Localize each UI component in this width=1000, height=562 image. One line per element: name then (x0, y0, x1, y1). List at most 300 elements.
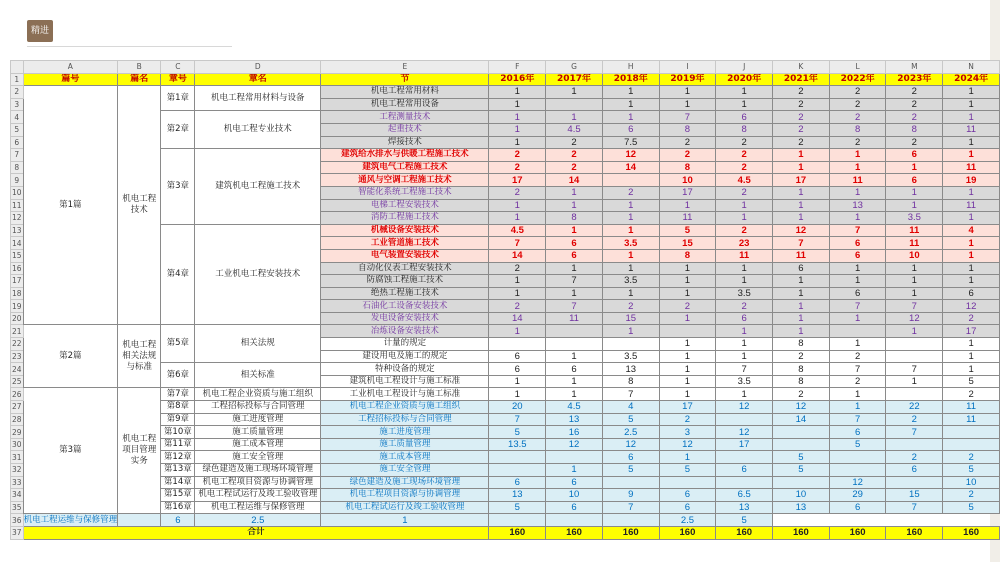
row-number[interactable]: 28 (12, 414, 22, 424)
score-cell[interactable]: 7 (773, 237, 830, 250)
chapter-number-cell[interactable]: 第5章 (161, 325, 195, 363)
section-name-cell[interactable]: 石油化工设备安装技术 (321, 300, 489, 313)
score-cell[interactable]: 12 (659, 438, 716, 451)
score-cell[interactable]: 1 (546, 287, 603, 300)
score-cell[interactable]: 1 (886, 262, 943, 275)
score-cell[interactable] (546, 451, 603, 464)
section-name-cell[interactable]: 施工安全管理 (321, 464, 489, 477)
score-cell[interactable]: 1 (716, 262, 773, 275)
chapter-number-cell[interactable]: 第9章 (161, 413, 195, 426)
score-cell[interactable]: 2 (489, 161, 546, 174)
score-cell[interactable]: 6 (546, 476, 603, 489)
score-cell[interactable]: 7 (829, 300, 886, 313)
score-cell[interactable]: 15 (886, 489, 943, 502)
score-cell[interactable]: 1 (829, 161, 886, 174)
score-cell[interactable]: 3.5 (886, 212, 943, 225)
score-cell[interactable]: 1 (659, 86, 716, 99)
score-cell[interactable]: 2.5 (195, 514, 321, 527)
score-cell[interactable]: 2 (829, 136, 886, 149)
score-cell[interactable] (943, 438, 1000, 451)
score-cell[interactable]: 5 (659, 464, 716, 477)
score-cell[interactable]: 2 (489, 149, 546, 162)
score-cell[interactable] (489, 451, 546, 464)
score-cell[interactable]: 1 (773, 325, 830, 338)
score-cell[interactable]: 1 (716, 325, 773, 338)
score-cell[interactable]: 1 (773, 199, 830, 212)
score-cell[interactable]: 6 (602, 451, 659, 464)
score-cell[interactable]: 1 (829, 149, 886, 162)
score-cell[interactable] (886, 338, 943, 351)
score-cell[interactable]: 1 (546, 464, 603, 477)
column-letter[interactable]: N (943, 61, 1000, 74)
score-cell[interactable]: 1 (489, 199, 546, 212)
chapter-name-cell[interactable]: 建筑机电工程施工技术 (195, 149, 321, 225)
score-cell[interactable]: 12 (602, 149, 659, 162)
section-name-cell[interactable]: 特种设备的规定 (321, 363, 489, 376)
score-cell[interactable]: 11 (546, 312, 603, 325)
score-cell[interactable] (886, 388, 943, 401)
score-cell[interactable]: 5 (773, 451, 830, 464)
chapter-number-cell[interactable]: 第12章 (161, 451, 195, 464)
row-number[interactable]: 6 (11, 136, 24, 149)
score-cell[interactable]: 13 (546, 413, 603, 426)
score-cell[interactable]: 1 (829, 186, 886, 199)
total-cell[interactable]: 160 (886, 526, 943, 539)
score-cell[interactable]: 12 (602, 438, 659, 451)
score-cell[interactable]: 14 (602, 161, 659, 174)
score-cell[interactable]: 7 (829, 224, 886, 237)
score-cell[interactable]: 17 (943, 325, 1000, 338)
row-number[interactable]: 34 (12, 490, 22, 500)
score-cell[interactable]: 6 (489, 476, 546, 489)
score-cell[interactable]: 1 (602, 287, 659, 300)
row-number[interactable]: 2 (11, 86, 24, 99)
score-cell[interactable]: 1 (829, 275, 886, 288)
score-cell[interactable]: 2.5 (602, 426, 659, 439)
section-name-cell[interactable]: 电梯工程安装技术 (321, 199, 489, 212)
score-cell[interactable]: 11 (943, 123, 1000, 136)
score-cell[interactable]: 2 (489, 300, 546, 313)
section-name-cell[interactable]: 工业管道施工技术 (321, 237, 489, 250)
score-cell[interactable]: 1 (659, 388, 716, 401)
score-cell[interactable]: 8 (659, 249, 716, 262)
score-cell[interactable]: 2 (773, 136, 830, 149)
column-header[interactable]: 2021年 (773, 73, 830, 86)
score-cell[interactable]: 7 (602, 388, 659, 401)
score-cell[interactable]: 11 (943, 413, 1000, 426)
score-cell[interactable]: 6 (546, 501, 603, 514)
chapter-number-cell[interactable]: 第2章 (161, 111, 195, 149)
score-cell[interactable]: 1 (602, 325, 659, 338)
score-cell[interactable]: 2 (943, 388, 1000, 401)
score-cell[interactable]: 13 (489, 489, 546, 502)
section-name-cell[interactable]: 通风与空调工程施工技术 (321, 174, 489, 187)
score-cell[interactable]: 1 (716, 98, 773, 111)
score-cell[interactable]: 11 (829, 174, 886, 187)
score-cell[interactable]: 1 (829, 312, 886, 325)
score-cell[interactable]: 1 (602, 249, 659, 262)
score-cell[interactable]: 1 (659, 287, 716, 300)
row-number[interactable]: 11 (12, 200, 22, 210)
score-cell[interactable]: 6 (602, 123, 659, 136)
score-cell[interactable]: 11 (886, 237, 943, 250)
score-cell[interactable]: 13.5 (489, 438, 546, 451)
score-cell[interactable]: 2 (886, 413, 943, 426)
score-cell[interactable]: 4.5 (546, 123, 603, 136)
column-header[interactable]: 2018年 (602, 73, 659, 86)
score-cell[interactable]: 6 (943, 287, 1000, 300)
row-number[interactable]: 25 (12, 377, 22, 387)
score-cell[interactable]: 11 (773, 249, 830, 262)
score-cell[interactable]: 1 (886, 199, 943, 212)
score-cell[interactable]: 2 (773, 98, 830, 111)
total-cell[interactable]: 160 (943, 526, 1000, 539)
column-letter[interactable]: D (195, 61, 321, 74)
score-cell[interactable]: 5 (943, 464, 1000, 477)
score-cell[interactable]: 8 (773, 338, 830, 351)
score-cell[interactable]: 2 (659, 300, 716, 313)
score-cell[interactable] (489, 338, 546, 351)
score-cell[interactable]: 2 (886, 136, 943, 149)
score-cell[interactable]: 1 (829, 401, 886, 414)
column-header[interactable]: 节 (321, 73, 489, 86)
score-cell[interactable]: 7 (886, 300, 943, 313)
column-letter[interactable]: H (602, 61, 659, 74)
section-name-cell[interactable]: 建筑给水排水与供暖工程施工技术 (321, 149, 489, 162)
score-cell[interactable]: 3.5 (716, 287, 773, 300)
score-cell[interactable]: 5 (943, 375, 1000, 388)
row-number[interactable]: 33 (12, 477, 22, 487)
score-cell[interactable]: 3.5 (602, 275, 659, 288)
score-cell[interactable]: 6 (716, 464, 773, 477)
row-number[interactable]: 16 (12, 263, 22, 273)
score-cell[interactable]: 12 (886, 312, 943, 325)
score-cell[interactable]: 1 (602, 86, 659, 99)
score-cell[interactable] (886, 350, 943, 363)
score-cell[interactable] (546, 514, 603, 527)
score-cell[interactable]: 14 (489, 312, 546, 325)
score-cell[interactable]: 8 (659, 161, 716, 174)
section-name-cell[interactable]: 自动化仪表工程安装技术 (321, 262, 489, 275)
score-cell[interactable]: 9 (602, 489, 659, 502)
score-cell[interactable]: 1 (546, 388, 603, 401)
score-cell[interactable]: 2 (829, 350, 886, 363)
score-cell[interactable]: 5 (489, 426, 546, 439)
score-cell[interactable]: 1 (773, 186, 830, 199)
column-letter[interactable]: B (118, 61, 161, 74)
score-cell[interactable]: 1 (659, 350, 716, 363)
score-cell[interactable]: 2 (886, 86, 943, 99)
score-cell[interactable]: 1 (943, 237, 1000, 250)
score-cell[interactable]: 1 (489, 98, 546, 111)
score-cell[interactable]: 7 (602, 501, 659, 514)
score-cell[interactable]: 7 (489, 237, 546, 250)
score-cell[interactable]: 6 (716, 111, 773, 124)
score-cell[interactable]: 1 (489, 275, 546, 288)
chapter-name-cell[interactable]: 机电工程常用材料与设备 (195, 86, 321, 111)
section-name-cell[interactable]: 消防工程施工技术 (321, 212, 489, 225)
chapter-name-cell[interactable]: 机电工程试运行及竣工验收管理 (195, 489, 321, 502)
score-cell[interactable]: 4 (602, 401, 659, 414)
score-cell[interactable]: 1 (773, 312, 830, 325)
score-cell[interactable]: 6 (829, 237, 886, 250)
row-number[interactable]: 36 (12, 515, 22, 525)
score-cell[interactable]: 1 (489, 287, 546, 300)
score-cell[interactable]: 6 (546, 249, 603, 262)
row-number[interactable]: 17 (12, 276, 22, 286)
score-cell[interactable]: 3.5 (602, 350, 659, 363)
score-cell[interactable]: 2 (773, 350, 830, 363)
chapter-number-cell[interactable]: 第3章 (161, 149, 195, 225)
score-cell[interactable] (118, 514, 161, 527)
score-cell[interactable]: 11 (659, 212, 716, 225)
column-header[interactable]: 篇号 (23, 73, 118, 86)
score-cell[interactable]: 2 (659, 136, 716, 149)
score-cell[interactable]: 1 (829, 388, 886, 401)
total-cell[interactable]: 160 (773, 526, 830, 539)
score-cell[interactable]: 1 (546, 224, 603, 237)
score-cell[interactable]: 2 (829, 86, 886, 99)
row-number[interactable]: 20 (12, 314, 22, 324)
column-letter[interactable]: E (321, 61, 489, 74)
row-number[interactable]: 8 (11, 161, 24, 174)
score-cell[interactable]: 11 (943, 199, 1000, 212)
row-number[interactable]: 32 (12, 465, 22, 475)
score-cell[interactable]: 2 (716, 149, 773, 162)
section-name-cell[interactable]: 冶炼设备安装技术 (321, 325, 489, 338)
score-cell[interactable]: 1 (602, 224, 659, 237)
score-cell[interactable]: 1 (886, 325, 943, 338)
score-cell[interactable]: 12 (829, 476, 886, 489)
score-cell[interactable]: 10 (546, 489, 603, 502)
score-cell[interactable]: 1 (546, 199, 603, 212)
score-cell[interactable]: 2 (773, 111, 830, 124)
score-cell[interactable]: 2 (943, 451, 1000, 464)
row-number[interactable]: 35 (12, 503, 22, 513)
score-cell[interactable]: 6 (546, 363, 603, 376)
score-cell[interactable] (886, 476, 943, 489)
total-cell[interactable]: 160 (489, 526, 546, 539)
score-cell[interactable]: 1 (829, 212, 886, 225)
section-name-cell[interactable]: 电气装置安装技术 (321, 249, 489, 262)
score-cell[interactable]: 1 (943, 136, 1000, 149)
column-header[interactable]: 2019年 (659, 73, 716, 86)
score-cell[interactable]: 6 (829, 426, 886, 439)
score-cell[interactable]: 1 (716, 338, 773, 351)
score-cell[interactable] (886, 438, 943, 451)
score-cell[interactable]: 12 (773, 224, 830, 237)
row-number[interactable]: 23 (12, 351, 22, 361)
score-cell[interactable]: 1 (716, 212, 773, 225)
score-cell[interactable]: 1 (489, 388, 546, 401)
score-cell[interactable]: 4.5 (716, 174, 773, 187)
score-cell[interactable] (489, 514, 546, 527)
score-cell[interactable]: 17 (773, 174, 830, 187)
section-name-cell[interactable]: 起重技术 (321, 123, 489, 136)
section-name-cell[interactable]: 绿色建造及施工现场环境管理 (321, 476, 489, 489)
score-cell[interactable]: 2 (773, 123, 830, 136)
row-number[interactable]: 7 (11, 149, 24, 162)
score-cell[interactable]: 14 (489, 249, 546, 262)
score-cell[interactable]: 1 (489, 375, 546, 388)
score-cell[interactable]: 6 (659, 489, 716, 502)
score-cell[interactable]: 1 (489, 123, 546, 136)
score-cell[interactable] (716, 476, 773, 489)
score-cell[interactable] (943, 426, 1000, 439)
row-number[interactable]: 18 (12, 288, 22, 298)
column-letter[interactable]: A (23, 61, 118, 74)
score-cell[interactable]: 1 (773, 300, 830, 313)
score-cell[interactable]: 11 (943, 161, 1000, 174)
score-cell[interactable]: 2 (943, 312, 1000, 325)
row-number[interactable]: 22 (12, 339, 22, 349)
score-cell[interactable]: 2 (829, 375, 886, 388)
score-cell[interactable]: 29 (829, 489, 886, 502)
column-header[interactable]: 篇名 (118, 73, 161, 86)
score-cell[interactable]: 1 (943, 350, 1000, 363)
score-cell[interactable]: 2 (716, 161, 773, 174)
total-cell[interactable]: 160 (829, 526, 886, 539)
score-cell[interactable]: 6 (886, 149, 943, 162)
score-cell[interactable]: 3 (659, 426, 716, 439)
score-cell[interactable]: 7 (489, 413, 546, 426)
score-cell[interactable]: 1 (716, 388, 773, 401)
score-cell[interactable]: 1 (886, 375, 943, 388)
score-cell[interactable]: 2 (716, 224, 773, 237)
score-cell[interactable]: 8 (546, 212, 603, 225)
score-cell[interactable] (773, 426, 830, 439)
section-name-cell[interactable]: 绝热工程施工技术 (321, 287, 489, 300)
score-cell[interactable]: 10 (943, 476, 1000, 489)
score-cell[interactable]: 4 (943, 224, 1000, 237)
score-cell[interactable]: 1 (602, 199, 659, 212)
score-cell[interactable]: 2 (886, 111, 943, 124)
score-cell[interactable]: 1 (773, 275, 830, 288)
score-cell[interactable]: 13 (602, 363, 659, 376)
score-cell[interactable]: 1 (773, 161, 830, 174)
chapter-number-cell[interactable]: 第15章 (161, 489, 195, 502)
row-number[interactable]: 37 (12, 528, 22, 538)
row-number[interactable]: 13 (12, 226, 22, 236)
score-cell[interactable]: 8 (716, 123, 773, 136)
part-name-cell[interactable]: 机电工程相关法规与标准 (118, 325, 161, 388)
score-cell[interactable]: 2 (602, 186, 659, 199)
score-cell[interactable]: 17 (659, 401, 716, 414)
chapter-number-cell[interactable]: 第8章 (161, 401, 195, 414)
score-cell[interactable]: 1 (943, 212, 1000, 225)
score-cell[interactable]: 3.5 (716, 375, 773, 388)
score-cell[interactable]: 1 (489, 86, 546, 99)
score-cell[interactable]: 12 (716, 426, 773, 439)
score-cell[interactable] (602, 514, 659, 527)
score-cell[interactable] (602, 174, 659, 187)
column-header[interactable]: 章名 (195, 73, 321, 86)
score-cell[interactable]: 1 (602, 262, 659, 275)
row-number[interactable]: 31 (12, 452, 22, 462)
score-cell[interactable]: 6 (546, 237, 603, 250)
section-name-cell[interactable]: 建筑机电工程设计与施工标准 (321, 375, 489, 388)
score-cell[interactable]: 14 (773, 413, 830, 426)
score-cell[interactable]: 1 (886, 161, 943, 174)
score-cell[interactable]: 1 (773, 212, 830, 225)
score-cell[interactable] (716, 451, 773, 464)
score-cell[interactable] (773, 438, 830, 451)
score-cell[interactable]: 23 (716, 237, 773, 250)
score-cell[interactable]: 2 (829, 111, 886, 124)
chapter-name-cell[interactable]: 机电工程项目资源与协调管理 (195, 476, 321, 489)
score-cell[interactable]: 3.5 (602, 237, 659, 250)
row-number[interactable]: 30 (12, 440, 22, 450)
section-name-cell[interactable]: 建筑电气工程施工技术 (321, 161, 489, 174)
chapter-number-cell[interactable]: 第13章 (161, 464, 195, 477)
score-cell[interactable]: 6 (829, 287, 886, 300)
column-letter[interactable]: M (886, 61, 943, 74)
chapter-name-cell[interactable]: 相关法规 (195, 325, 321, 363)
score-cell[interactable]: 5 (716, 514, 773, 527)
chapter-name-cell[interactable]: 机电工程专业技术 (195, 111, 321, 149)
score-cell[interactable] (602, 338, 659, 351)
score-cell[interactable] (829, 464, 886, 477)
score-cell[interactable]: 6 (489, 350, 546, 363)
score-cell[interactable]: 1 (716, 275, 773, 288)
score-cell[interactable]: 7 (886, 426, 943, 439)
score-cell[interactable]: 2 (716, 300, 773, 313)
score-cell[interactable]: 17 (659, 186, 716, 199)
column-header[interactable]: 2016年 (489, 73, 546, 86)
score-cell[interactable] (602, 476, 659, 489)
score-cell[interactable]: 11 (943, 401, 1000, 414)
score-cell[interactable] (773, 476, 830, 489)
score-cell[interactable] (546, 98, 603, 111)
row-number[interactable]: 26 (12, 389, 22, 399)
score-cell[interactable]: 7 (546, 300, 603, 313)
score-cell[interactable]: 1 (489, 136, 546, 149)
column-letter[interactable]: I (659, 61, 716, 74)
score-cell[interactable] (546, 325, 603, 338)
score-cell[interactable]: 1 (659, 451, 716, 464)
score-cell[interactable]: 1 (659, 262, 716, 275)
score-cell[interactable]: 1 (546, 350, 603, 363)
score-cell[interactable]: 20 (489, 401, 546, 414)
score-cell[interactable]: 5 (659, 224, 716, 237)
score-cell[interactable]: 1 (489, 212, 546, 225)
section-name-cell[interactable]: 机械设备安装技术 (321, 224, 489, 237)
score-cell[interactable]: 1 (659, 312, 716, 325)
score-cell[interactable]: 1 (943, 86, 1000, 99)
row-number[interactable]: 27 (12, 402, 22, 412)
score-cell[interactable]: 1 (773, 287, 830, 300)
section-name-cell[interactable]: 机电工程常用设备 (321, 98, 489, 111)
chapter-number-cell[interactable]: 第7章 (161, 388, 195, 401)
score-cell[interactable]: 5 (602, 413, 659, 426)
part-number-cell[interactable]: 第2篇 (23, 325, 118, 388)
row-number[interactable]: 3 (11, 98, 24, 111)
total-cell[interactable]: 160 (546, 526, 603, 539)
chapter-number-cell[interactable]: 第10章 (161, 426, 195, 439)
score-cell[interactable]: 5 (943, 501, 1000, 514)
column-letter[interactable]: L (829, 61, 886, 74)
score-cell[interactable]: 16 (546, 426, 603, 439)
column-header[interactable]: 2024年 (943, 73, 1000, 86)
part-number-cell[interactable]: 第1篇 (23, 86, 118, 325)
score-cell[interactable]: 2 (773, 86, 830, 99)
chapter-name-cell[interactable]: 工业机电工程安装技术 (195, 224, 321, 325)
row-number[interactable]: 29 (12, 427, 22, 437)
score-cell[interactable]: 2.5 (659, 514, 716, 527)
score-cell[interactable]: 2 (602, 300, 659, 313)
score-cell[interactable]: 7 (886, 363, 943, 376)
section-name-cell[interactable]: 焊接技术 (321, 136, 489, 149)
